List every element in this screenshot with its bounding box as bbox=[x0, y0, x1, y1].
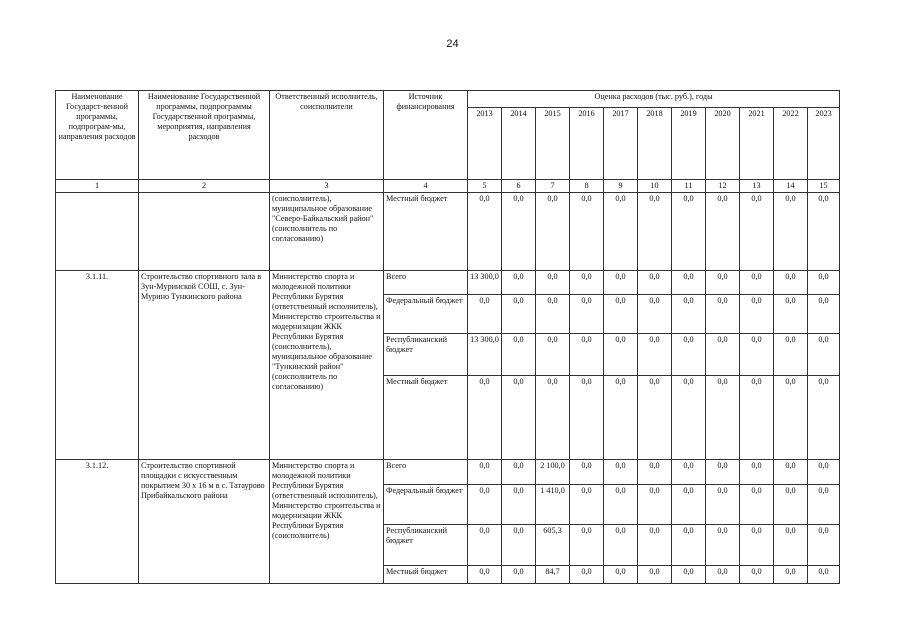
value-cell: 0,0 bbox=[638, 271, 672, 295]
header-row-1 bbox=[56, 91, 840, 108]
header-year: 2014 bbox=[502, 108, 536, 180]
funding-source-cell: Всего bbox=[384, 460, 468, 485]
activity-name: Строительство спортивной площадки с искусственным покрытием 30 х 16 м в с. Татаурово Прибайкальского района bbox=[139, 460, 270, 584]
funding-source-cell: Местный бюджет bbox=[384, 376, 468, 460]
value-cell: 0,0 bbox=[706, 376, 740, 460]
value-cell: 0,0 bbox=[638, 295, 672, 334]
value-cell: 0,0 bbox=[570, 193, 604, 271]
value-cell: 13 300,0 bbox=[468, 334, 502, 376]
value-cell: 0,0 bbox=[740, 271, 774, 295]
value-cell: 0,0 bbox=[536, 376, 570, 460]
empty-cell bbox=[139, 193, 270, 271]
value-cell: 0,0 bbox=[808, 525, 840, 566]
header-funding-source: Источник финансирования bbox=[384, 91, 468, 180]
activity-name: Строительство спортивного зала в Зун-Муринской СОШ, с. Зун-Мурино Тункинского района bbox=[139, 271, 270, 460]
header-activity-name: Наименование Государственной программы, подпрограммы Государственной программы, мероприятия, направления расходов bbox=[139, 91, 270, 180]
value-cell: 0,0 bbox=[502, 193, 536, 271]
table-row bbox=[56, 460, 840, 485]
value-cell: 0,0 bbox=[536, 271, 570, 295]
value-cell: 0,0 bbox=[502, 485, 536, 525]
value-cell: 0,0 bbox=[774, 485, 808, 525]
value-cell: 0,0 bbox=[570, 525, 604, 566]
header-year: 2021 bbox=[740, 108, 774, 180]
value-cell: 0,0 bbox=[604, 566, 638, 584]
value-cell: 0,0 bbox=[774, 525, 808, 566]
section-code: 3.1.11. bbox=[56, 271, 139, 460]
column-index: 3 bbox=[270, 180, 384, 193]
value-cell: 0,0 bbox=[672, 485, 706, 525]
value-cell: 0,0 bbox=[536, 193, 570, 271]
value-cell: 0,0 bbox=[638, 376, 672, 460]
value-cell: 0,0 bbox=[740, 485, 774, 525]
value-cell: 0,0 bbox=[672, 525, 706, 566]
value-cell: 0,0 bbox=[570, 271, 604, 295]
value-cell: 0,0 bbox=[604, 376, 638, 460]
value-cell: 0,0 bbox=[740, 334, 774, 376]
value-cell: 0,0 bbox=[468, 295, 502, 334]
header-year: 2016 bbox=[570, 108, 604, 180]
funding-source-cell: Местный бюджет bbox=[384, 193, 468, 271]
header-year: 2013 bbox=[468, 108, 502, 180]
value-cell: 0,0 bbox=[570, 460, 604, 485]
value-cell: 0,0 bbox=[468, 460, 502, 485]
value-cell: 0,0 bbox=[502, 271, 536, 295]
value-cell: 0,0 bbox=[604, 485, 638, 525]
value-cell: 0,0 bbox=[706, 334, 740, 376]
header-executor: Ответственный исполнитель, соисполнители bbox=[270, 91, 384, 180]
header-year: 2015 bbox=[536, 108, 570, 180]
column-index: 1 bbox=[56, 180, 139, 193]
column-index: 4 bbox=[384, 180, 468, 193]
value-cell: 0,0 bbox=[808, 566, 840, 584]
funding-source-cell: Республиканский бюджет bbox=[384, 525, 468, 566]
value-cell: 0,0 bbox=[536, 295, 570, 334]
header-year: 2019 bbox=[672, 108, 706, 180]
value-cell: 0,0 bbox=[774, 193, 808, 271]
table-row bbox=[56, 271, 840, 295]
column-index: 15 bbox=[808, 180, 840, 193]
value-cell: 0,0 bbox=[570, 566, 604, 584]
column-index: 12 bbox=[706, 180, 740, 193]
continuation-row bbox=[56, 193, 840, 271]
funding-source-cell: Местный бюджет bbox=[384, 566, 468, 584]
header-year: 2018 bbox=[638, 108, 672, 180]
funding-source-cell: Республиканский бюджет bbox=[384, 334, 468, 376]
value-cell: 0,0 bbox=[706, 295, 740, 334]
value-cell: 0,0 bbox=[808, 271, 840, 295]
value-cell: 0,0 bbox=[774, 566, 808, 584]
value-cell: 0,0 bbox=[774, 334, 808, 376]
value-cell: 0,0 bbox=[604, 525, 638, 566]
value-cell: 0,0 bbox=[706, 193, 740, 271]
value-cell: 605,3 bbox=[536, 525, 570, 566]
column-index: 14 bbox=[774, 180, 808, 193]
value-cell: 84,7 bbox=[536, 566, 570, 584]
column-index: 2 bbox=[139, 180, 270, 193]
value-cell: 0,0 bbox=[604, 460, 638, 485]
funding-source-cell: Федеральный бюджет bbox=[384, 485, 468, 525]
value-cell: 0,0 bbox=[774, 376, 808, 460]
value-cell: 0,0 bbox=[808, 193, 840, 271]
column-index-row bbox=[56, 180, 840, 193]
header-year: 2017 bbox=[604, 108, 638, 180]
value-cell: 0,0 bbox=[706, 485, 740, 525]
value-cell: 0,0 bbox=[638, 193, 672, 271]
value-cell: 0,0 bbox=[604, 271, 638, 295]
value-cell: 0,0 bbox=[468, 525, 502, 566]
column-index: 10 bbox=[638, 180, 672, 193]
value-cell: 0,0 bbox=[638, 334, 672, 376]
header-year: 2022 bbox=[774, 108, 808, 180]
value-cell: 0,0 bbox=[672, 566, 706, 584]
empty-cell bbox=[56, 193, 139, 271]
value-cell: 0,0 bbox=[740, 460, 774, 485]
value-cell: 0,0 bbox=[706, 271, 740, 295]
column-index: 7 bbox=[536, 180, 570, 193]
value-cell: 0,0 bbox=[774, 460, 808, 485]
value-cell: 0,0 bbox=[808, 334, 840, 376]
executor-cell: (соисполнитель), муниципальное образование "Северо-Байкальский район" (соисполнитель по согласованию) bbox=[270, 193, 384, 271]
value-cell: 0,0 bbox=[570, 485, 604, 525]
value-cell: 0,0 bbox=[706, 525, 740, 566]
value-cell: 0,0 bbox=[774, 295, 808, 334]
funding-source-cell: Всего bbox=[384, 271, 468, 295]
value-cell: 0,0 bbox=[706, 566, 740, 584]
value-cell: 0,0 bbox=[740, 566, 774, 584]
value-cell: 0,0 bbox=[638, 485, 672, 525]
value-cell: 0,0 bbox=[502, 376, 536, 460]
value-cell: 0,0 bbox=[672, 334, 706, 376]
column-index: 5 bbox=[468, 180, 502, 193]
executor-cell: Министерство спорта и молодежной политики Республики Бурятия (ответственный исполнитель), Министерство строительства и модернизации ЖКК Республики Бурятия (соисполнитель), муниципальное образование "Тункинский район" (соисполнитель по согласованию) bbox=[270, 271, 384, 460]
value-cell: 0,0 bbox=[740, 193, 774, 271]
value-cell: 0,0 bbox=[468, 566, 502, 584]
value-cell: 0,0 bbox=[468, 376, 502, 460]
value-cell: 0,0 bbox=[604, 295, 638, 334]
value-cell: 0,0 bbox=[740, 376, 774, 460]
value-cell: 2 100,0 bbox=[536, 460, 570, 485]
value-cell: 0,0 bbox=[740, 295, 774, 334]
value-cell: 0,0 bbox=[808, 485, 840, 525]
header-year: 2020 bbox=[706, 108, 740, 180]
column-index: 9 bbox=[604, 180, 638, 193]
value-cell: 0,0 bbox=[808, 460, 840, 485]
value-cell: 0,0 bbox=[740, 525, 774, 566]
value-cell: 13 300,0 bbox=[468, 271, 502, 295]
value-cell: 0,0 bbox=[672, 295, 706, 334]
header-program-name: Наименование Государст-венной программы, подпрограм-мы, направления расходов bbox=[56, 91, 139, 180]
section-code: 3.1.12. bbox=[56, 460, 139, 584]
value-cell: 0,0 bbox=[808, 295, 840, 334]
budget-table bbox=[55, 90, 840, 584]
header-expense-estimate: Оценка расходов (тыс. руб.), годы bbox=[468, 91, 840, 108]
page-number: 24 bbox=[446, 38, 459, 50]
value-cell: 0,0 bbox=[706, 460, 740, 485]
value-cell: 0,0 bbox=[502, 525, 536, 566]
column-index: 11 bbox=[672, 180, 706, 193]
value-cell: 0,0 bbox=[774, 271, 808, 295]
value-cell: 0,0 bbox=[638, 525, 672, 566]
value-cell: 0,0 bbox=[808, 376, 840, 460]
value-cell: 0,0 bbox=[570, 376, 604, 460]
value-cell: 0,0 bbox=[672, 376, 706, 460]
header-year: 2023 bbox=[808, 108, 840, 180]
value-cell: 0,0 bbox=[672, 271, 706, 295]
column-index: 13 bbox=[740, 180, 774, 193]
value-cell: 0,0 bbox=[672, 193, 706, 271]
value-cell: 0,0 bbox=[570, 334, 604, 376]
value-cell: 0,0 bbox=[536, 334, 570, 376]
executor-cell: Министерство спорта и молодежной политики Республики Бурятия (ответственный исполнитель), Министерство строительства и модернизации ЖКК Республики Бурятия (соисполнитель) bbox=[270, 460, 384, 584]
value-cell: 0,0 bbox=[468, 485, 502, 525]
value-cell: 0,0 bbox=[638, 566, 672, 584]
column-index: 6 bbox=[502, 180, 536, 193]
value-cell: 0,0 bbox=[502, 334, 536, 376]
value-cell: 0,0 bbox=[672, 460, 706, 485]
value-cell: 0,0 bbox=[502, 295, 536, 334]
value-cell: 1 410,0 bbox=[536, 485, 570, 525]
value-cell: 0,0 bbox=[502, 566, 536, 584]
column-index: 8 bbox=[570, 180, 604, 193]
value-cell: 0,0 bbox=[468, 193, 502, 271]
value-cell: 0,0 bbox=[502, 460, 536, 485]
funding-source-cell: Федеральный бюджет bbox=[384, 295, 468, 334]
value-cell: 0,0 bbox=[604, 193, 638, 271]
value-cell: 0,0 bbox=[570, 295, 604, 334]
value-cell: 0,0 bbox=[604, 334, 638, 376]
value-cell: 0,0 bbox=[638, 460, 672, 485]
